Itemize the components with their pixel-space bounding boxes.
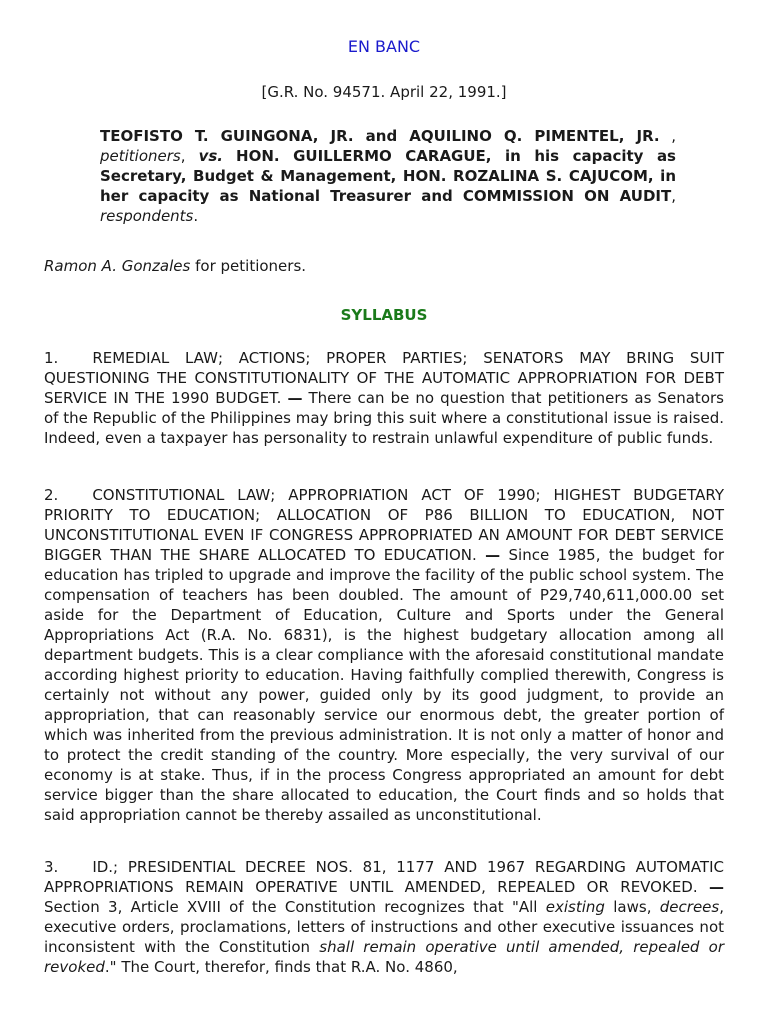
item-text: There can be no question that petitioners as Senators of the Republic of the Philippines may bring this suit where a constitutional issue is raised. Indeed, even a taxpayer has personality to restrain unlawful expenditure of public funds. [44,389,724,447]
counsel-name: Ramon A. Gonzales [44,257,191,275]
petitioners-names: TEOFISTO T. GUINGONA, JR. and AQUILINO Q. PIMENTEL, JR. [100,127,660,145]
em-dash: — [287,389,303,407]
court-division: EN BANC [347,37,421,56]
item-text-b: laws, [613,898,652,916]
syllabus-item-1 [44,348,724,448]
item-text-c: , executive orders, proclamations, letters of instructions and other executive issuances not inconsistent with the Constitution [44,898,724,956]
item-number: 1. [44,349,59,367]
respondents-label: respondents [100,207,194,225]
item-heading: ID.; PRESIDENTIAL DECREE NOS. 81, 1177 AND 1967 REGARDING AUTOMATIC APPROPRIATIONS REMAIN OPERATIVE UNTIL AMENDED, REPEALED OR REVOKED. [44,858,724,896]
versus-label: vs. [198,147,223,165]
item-emphasis-b: decrees [659,898,720,916]
respondents-names: HON. GUILLERMO CARAGUE, in his capacity as Secretary, Budget & Management, HON. ROZALINA S. CAJUCOM, in her capacity as National Treasurer and COMMISSION ON AUDIT [100,147,676,205]
item-heading: CONSTITUTIONAL LAW; APPROPRIATION ACT OF 1990; HIGHEST BUDGETARY PRIORITY TO EDUCATION; ALLOCATION OF P86 BILLION TO EDUCATION, NOT UNCONSTITUTIONAL EVEN IF CONGRESS APPROPRIATED AN AMOUNT FOR DEBT SERVICE BIGGER THAN THE SHARE ALLOCATED TO EDUCATION. [44,486,724,564]
item-text-d: ." The Court, therefor, finds that R.A. No. 4860, [104,958,458,976]
item-number: 3. [44,858,59,876]
syllabus-item-2 [44,485,724,825]
syllabus-item-3 [44,857,724,977]
item-number: 2. [44,486,59,504]
item-text: Since 1985, the budget for education has tripled to upgrade and improve the facility of the public school system. The compensation of teachers has been doubled. The amount of P29,740,611,000.00 set aside for the Department of Education, Culture and Sports under the General Appropriations Act (R.A. No. 6831), is the highest budgetary allocation among all department budgets. This is a clear compliance with the aforesaid constitutional mandate according highest priority to education. Having faithfully complied therewith, Congress is certainly not without any power, guided only by its good judgment, to provide an appropriation, that can reasonably service our enormous debt, the greater portion of which was inherited from the previous administration. It is not only a matter of honor and to protect the credit standing of the country. More especially, the very survival of our economy is at stake. Thus, if in the process Congress appropriated an amount for debt service bigger than the share allocated to education, the Court finds and so holds that said appropriation cannot be thereby assailed as unconstitutional. [44,546,724,824]
em-dash: — [485,546,501,564]
case-number: [G.R. No. 94571. April 22, 1991.] [261,83,507,101]
counsel-line [44,256,724,276]
item-emphasis-c: shall remain operative until amended, repealed or revoked [44,938,724,976]
em-dash: — [709,878,724,896]
syllabus-title: SYLLABUS [340,306,428,324]
item-text-a: Section 3, Article XVIII of the Constitution recognizes that "All [44,898,538,916]
petitioners-label: petitioners [100,147,181,165]
counsel-role: for petitioners. [195,257,307,275]
item-heading: REMEDIAL LAW; ACTIONS; PROPER PARTIES; SENATORS MAY BRING SUIT QUESTIONING THE CONSTITUTIONALITY OF THE AUTOMATIC APPROPRIATION FOR DEBT SERVICE IN THE 1990 BUDGET. [44,349,724,407]
case-parties: TEOFISTO T. GUINGONA, JR. and AQUILINO Q. PIMENTEL, JR. , petitioners, vs. HON. GUILLERMO CARAGUE, in his capacity as Secretary, Budget & Management, HON. ROZALINA S. CAJUCOM, in her capacity as National Treasurer and COMMISSION ON AUDIT, respondents. [100,127,676,225]
item-emphasis-a: existing [545,898,605,916]
